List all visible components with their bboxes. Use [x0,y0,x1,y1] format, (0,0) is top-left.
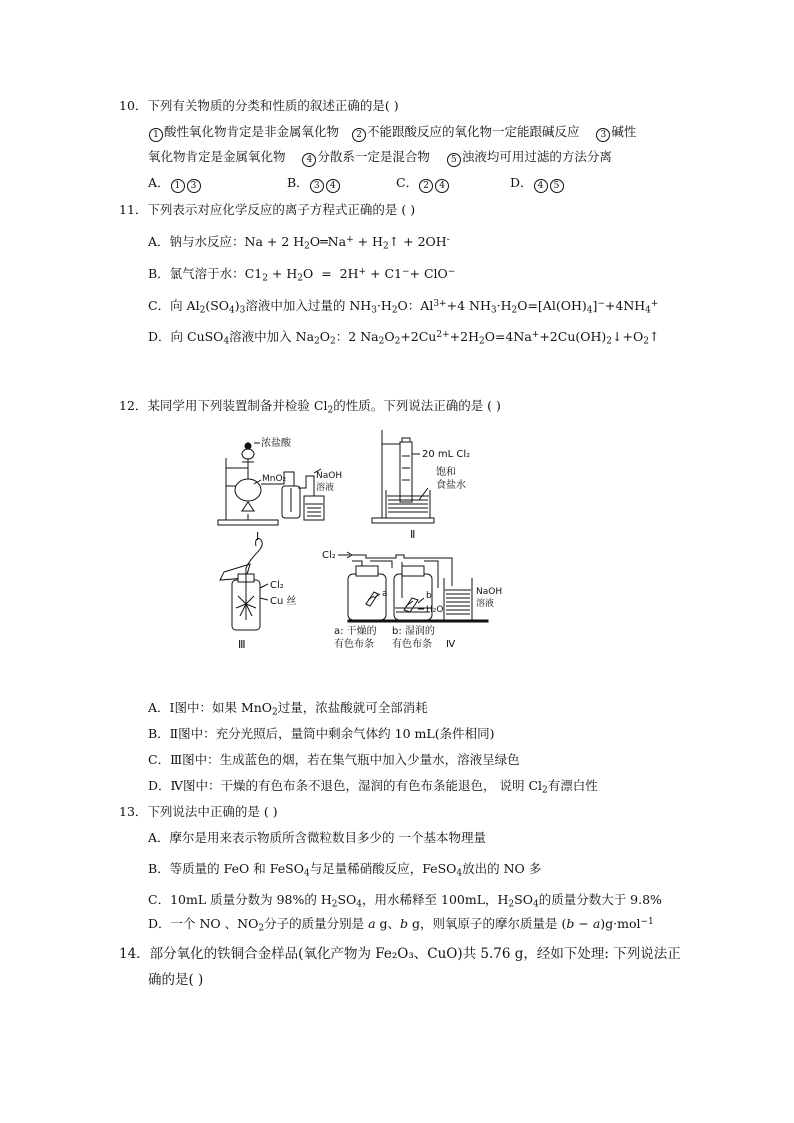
circled-num: 4 [435,179,449,193]
q12-stem-text: 12．某同学用下列装置制备并检验 Cl [119,398,328,413]
circled-num: 1 [171,179,185,193]
label-solution-2: 溶液 [476,599,495,609]
circled-num: 5 [447,153,461,167]
apparatus-iv [322,550,502,650]
option-text: 分子的质量分别是 [264,916,369,931]
option-text: 溶液中加入过量的 [245,298,350,313]
option-label: C．向 [148,298,187,313]
option-text: 溶液中加入 [229,329,296,344]
q10-statements-line1 [148,124,636,142]
circled-num: 2 [419,179,433,193]
q11-option-d[interactable]: D．向 CuSO$_4$溶液中加入 $Na_2O_2$：2 $Na_2O_2+2Cu^{2+}+2H_2O=4Na^++2Cu(OH)_2↓+O_2↑$ [148,329,660,347]
circled-num: 1 [149,128,163,142]
label-fig-iii: Ⅲ [238,638,246,651]
label-b-wet: b: 湿润的 [392,626,435,637]
q10-option-d[interactable] [510,175,565,193]
q12-stem: 12．某同学用下列装置制备并检验 $Cl_2$的性质。下列说法正确的是 ( ) [119,398,501,416]
option-text: C．10mL 质量分数为 98%的 H [148,892,332,907]
label-a-dry: a: 干燥的 [334,626,377,637]
apparatus-ii [372,430,470,541]
label-naoh: NaOH [316,471,343,481]
option-text: 的质量分数大于 9.8% [538,892,662,907]
option-letter: C． [396,175,419,190]
q12-option-c[interactable]: C．Ⅲ图中：生成蓝色的烟，若在集气瓶中加入少量水，溶液呈绿色 [148,752,520,767]
q11-option-c[interactable]: C．向 $Al_2(SO_4)_3$溶液中加入过量的 $NH_3\cdot H_2O$：$Al^{3+}+4$ $NH_3\cdot H_2O=[Al(OH)_4]^-+4NH_4^+$ [148,298,659,316]
label-mno2: MnO₂ [262,474,287,484]
label-colored-cloth-a: 有色布条 [334,639,374,650]
option-text: 与足量稀硝酸反应，FeSO [309,861,457,876]
q10-s4: 分散系一定是混合物 [317,149,430,164]
label-20ml-cl2: 20 mL Cl₂ [422,449,471,460]
option-text: SO [514,892,533,907]
circled-num: 3 [310,179,324,193]
label-naoh-2: NaOH [476,587,503,597]
q10-s1: 酸性氧化物肯定是非金属氧化物 [164,124,340,139]
option-text: SO [337,892,357,907]
label-h2o: H₂O [426,605,444,615]
option-text: D．Ⅳ图中：干燥的有色布条不退色，湿润的有色布条能退色， 说明 Cl [148,778,543,793]
q10-statements-line2 [148,149,612,167]
option-text: ，则氧原子的摩尔质量是 [420,916,562,931]
apparatus-iii [220,539,297,651]
q13-option-c[interactable]: C．10mL 质量分数为 98%的 $H_2SO_4$，用水稀释至 100mL，$H_2SO_4$的质量分数大于 9.8% [148,892,662,910]
circled-num: 4 [326,179,340,193]
option-label: D．向 [148,329,187,344]
circled-num: 5 [550,179,564,193]
circled-num: 3 [187,179,201,193]
option-label: A．钠与水反应： [148,234,245,249]
q14-stem-line2: 确的是( ) [148,972,204,988]
option-text: 放出的 NO 多 [462,861,542,876]
option-letter: A． [148,175,170,190]
q10-stem: 10．下列有关物质的分类和性质的叙述正确的是( ) [119,98,399,113]
label-colored-cloth-b: 有色布条 [392,639,432,650]
apparatus-i [218,436,342,543]
q10-option-a[interactable] [148,175,202,193]
option-text: 有漂白性 [547,778,598,793]
q10-s2: 不能跟酸反应的氧化物一定能跟碱反应 [366,124,580,139]
circled-num: 3 [596,128,610,142]
circled-num: 4 [302,153,316,167]
option-letter: D． [510,175,533,190]
label-fig-ii: Ⅱ [410,528,416,541]
label-fig-iv: Ⅳ [446,639,456,650]
option-text: ，用水稀释至 100mL，H [362,892,509,907]
q13-option-d[interactable]: D．一个 NO 、$NO_2$分子的质量分别是 a g、b g，则氧原子的摩尔质量是 (b − a)g·mol$^{-1}$ [148,916,654,934]
option-label: B．氯气溶于水： [148,266,245,281]
apparatus-diagram [206,428,506,654]
q11-option-b[interactable]: B．氯气溶于水：$C1_2 + H_2O = 2H^+ + C1^-+ ClO^-$ [148,266,456,284]
q12-option-a[interactable]: A．Ⅰ图中：如果 MnO$_2$过量，浓盐酸就可全部消耗 [148,700,428,718]
label-fig-i: Ⅰ [256,530,260,543]
option-text: D．一个 NO 、NO [148,916,259,931]
q13-option-a[interactable]: A．摩尔是用来表示物质所含微粒数目多少的 一个基本物理量 [148,830,487,845]
q11-stem: 11．下列表示对应化学反应的离子方程式正确的是 ( ) [119,202,416,217]
option-text: B．等质量的 FeO 和 FeSO [148,861,304,876]
q10-s3b: 氧化物肯定是金属氧化物 [148,149,286,164]
option-text: A．Ⅰ图中：如果 MnO [148,700,273,715]
q10-s3a: 碱性 [611,124,637,139]
label-cu-wire: Cu 丝 [270,596,297,607]
label-a: a [382,589,388,599]
q10-option-c[interactable] [396,175,450,193]
label-b: b [426,591,432,601]
label-saturated: 饱和 [436,467,456,478]
q10-s5: 浊液均可用过滤的方法分离 [461,149,612,164]
q14-stem-line1: 14．部分氧化的铁铜合金样品(氧化产物为 Fe₂O₃、CuO)共 5.76 g，经如下处理: 下列说法正 [119,946,681,962]
q13-stem: 13．下列说法中正确的是 ( ) [119,804,278,819]
q13-option-b[interactable]: B．等质量的 FeO 和 FeSO$_4$与足量稀硝酸反应，FeSO$_4$放出的 NO 多 [148,861,542,879]
option-text: 过量，浓盐酸就可全部消耗 [277,700,428,715]
q12-option-b[interactable]: B．Ⅱ图中：充分光照后，量筒中剩余气体约 10 mL(条件相同) [148,726,495,741]
label-cl2-inlet: Cl₂ [322,550,336,561]
option-text: 、 [387,916,401,931]
apparatus-figure [206,428,506,654]
q12-option-d[interactable]: D．Ⅳ图中：干燥的有色布条不退色，湿润的有色布条能退色， 说明 $Cl_2$有漂白性 [148,778,598,796]
q12-stem-text-end: 的性质。下列说法正确的是 ( ) [333,398,501,413]
q11-option-a[interactable]: A．钠与水反应：Na + 2 $H_2O═Na^+$ + $H_2↑ + 2OH^-$ [148,234,450,252]
label-conc-hcl: 浓盐酸 [261,438,291,449]
circled-num: 2 [352,128,366,142]
circled-num: 4 [534,179,548,193]
label-cl2: Cl₂ [270,580,284,591]
label-brine: 食盐水 [436,480,466,491]
option-letter: B． [287,175,309,190]
label-solution: 溶液 [316,483,335,493]
q10-option-b[interactable] [287,175,341,193]
